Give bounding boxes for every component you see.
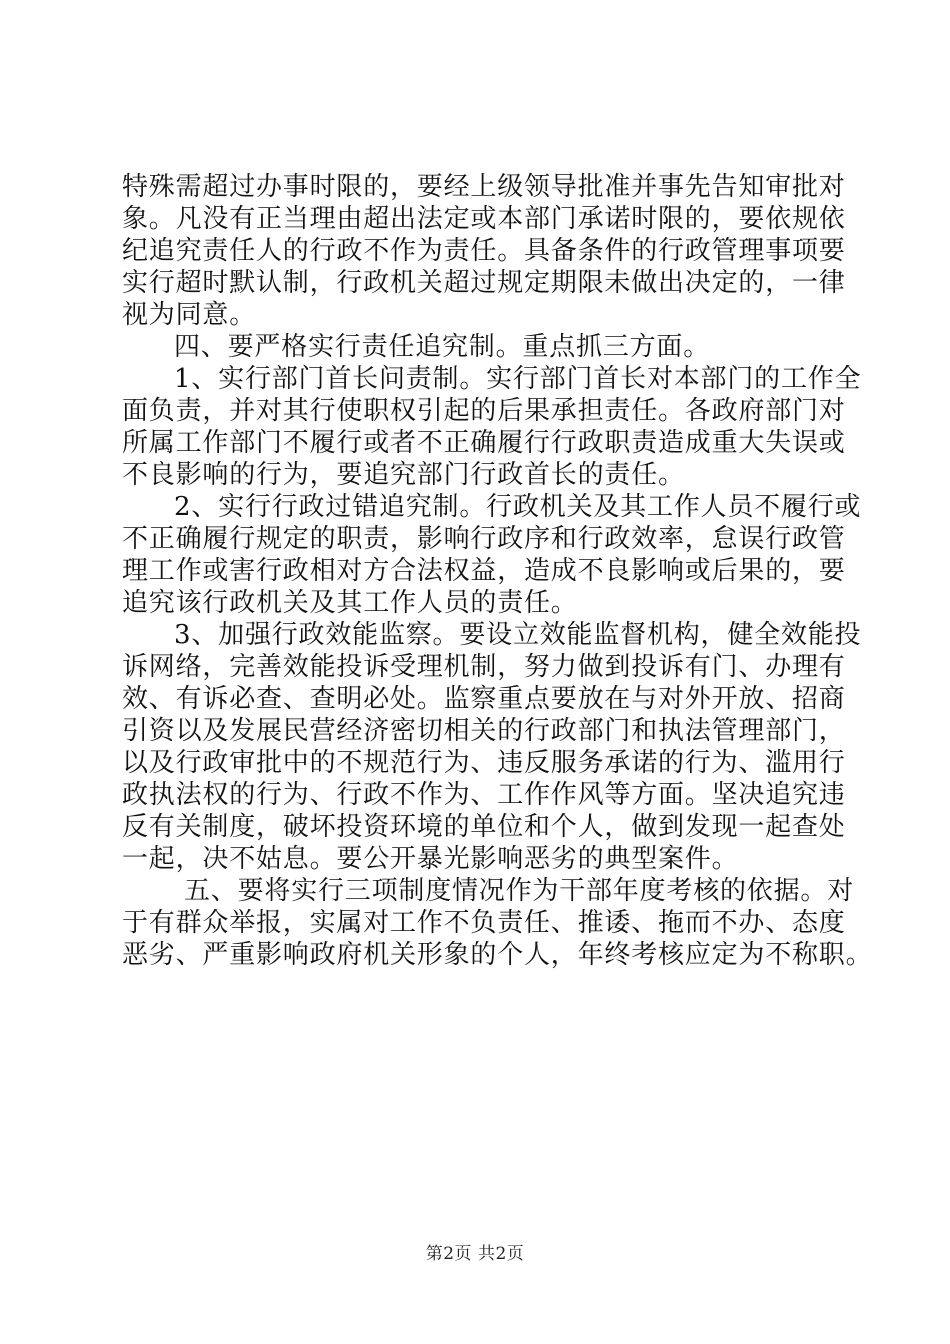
paragraph-start: 2、实行行政过错追究制。行政机关及其工作人员不履行或	[174, 492, 862, 522]
text-line: 效、有诉必查、查明必处。监察重点要放在与对外开放、招商	[122, 684, 846, 714]
text-line: 视为同意。	[122, 300, 257, 330]
paragraph-start: 3、加强行政效能监察。要设立效能监督机构，健全效能投	[174, 620, 862, 650]
text-line: 纪追究责任人的行政不作为责任。具备条件的行政管理事项要	[122, 236, 846, 266]
document-body	[122, 171, 873, 971]
text-line: 引资以及发展民营经济密切相关的行政部门和执法管理部门，	[122, 716, 846, 746]
text-line: 象。凡没有正当理由超出法定或本部门承诺时限的，要依规依	[122, 204, 846, 234]
text-line: 不正确履行规定的职责，影响行政序和行政效率，怠误行政管	[122, 524, 846, 554]
text-line: 于有群众举报，实属对工作不负责任、推诿、拖而不办、态度	[122, 908, 846, 938]
text-line: 政执法权的行为、行政不作为、工作作风等方面。坚决追究违	[122, 780, 846, 810]
text-line: 反有关制度，破坏投资环境的单位和个人，做到发现一起查处	[122, 812, 846, 842]
text-line: 追究该行政机关及其工作人员的责任。	[122, 588, 578, 618]
text-line: 以及行政审批中的不规范行为、违反服务承诺的行为、滥用行	[122, 748, 846, 778]
text-line: 特殊需超过办事时限的，要经上级领导批准并事先告知审批对	[122, 172, 846, 202]
paragraph-start: 1、实行部门首长问责制。实行部门首长对本部门的工作全	[174, 364, 862, 394]
section-heading-5: 五、要将实行三项制度情况作为干部年度考核的依据。对	[184, 876, 855, 906]
text-line: 实行超时默认制，行政机关超过规定期限未做出决定的，一律	[122, 268, 846, 298]
text-line: 所属工作部门不履行或者不正确履行行政职责造成重大失误或	[122, 428, 846, 458]
text-line: 诉网络，完善效能投诉受理机制，努力做到投诉有门、办理有	[122, 652, 846, 682]
text-line: 恶劣、严重影响政府机关形象的个人，年终考核应定为不称职。	[122, 940, 873, 970]
page-number-footer: 第2页 共2页	[425, 1244, 525, 1264]
text-line: 不良影响的行为，要追究部门行政首长的责任。	[122, 460, 685, 490]
text-line: 一起，决不姑息。要公开暴光影响恶劣的典型案件。	[122, 844, 739, 874]
text-line: 面负责，并对其行使职权引起的后果承担责任。各政府部门对	[122, 396, 846, 426]
text-line: 理工作或害行政相对方合法权益，造成不良影响或后果的，要	[122, 556, 846, 586]
section-heading-4: 四、要严格实行责任追究制。重点抓三方面。	[174, 332, 711, 362]
